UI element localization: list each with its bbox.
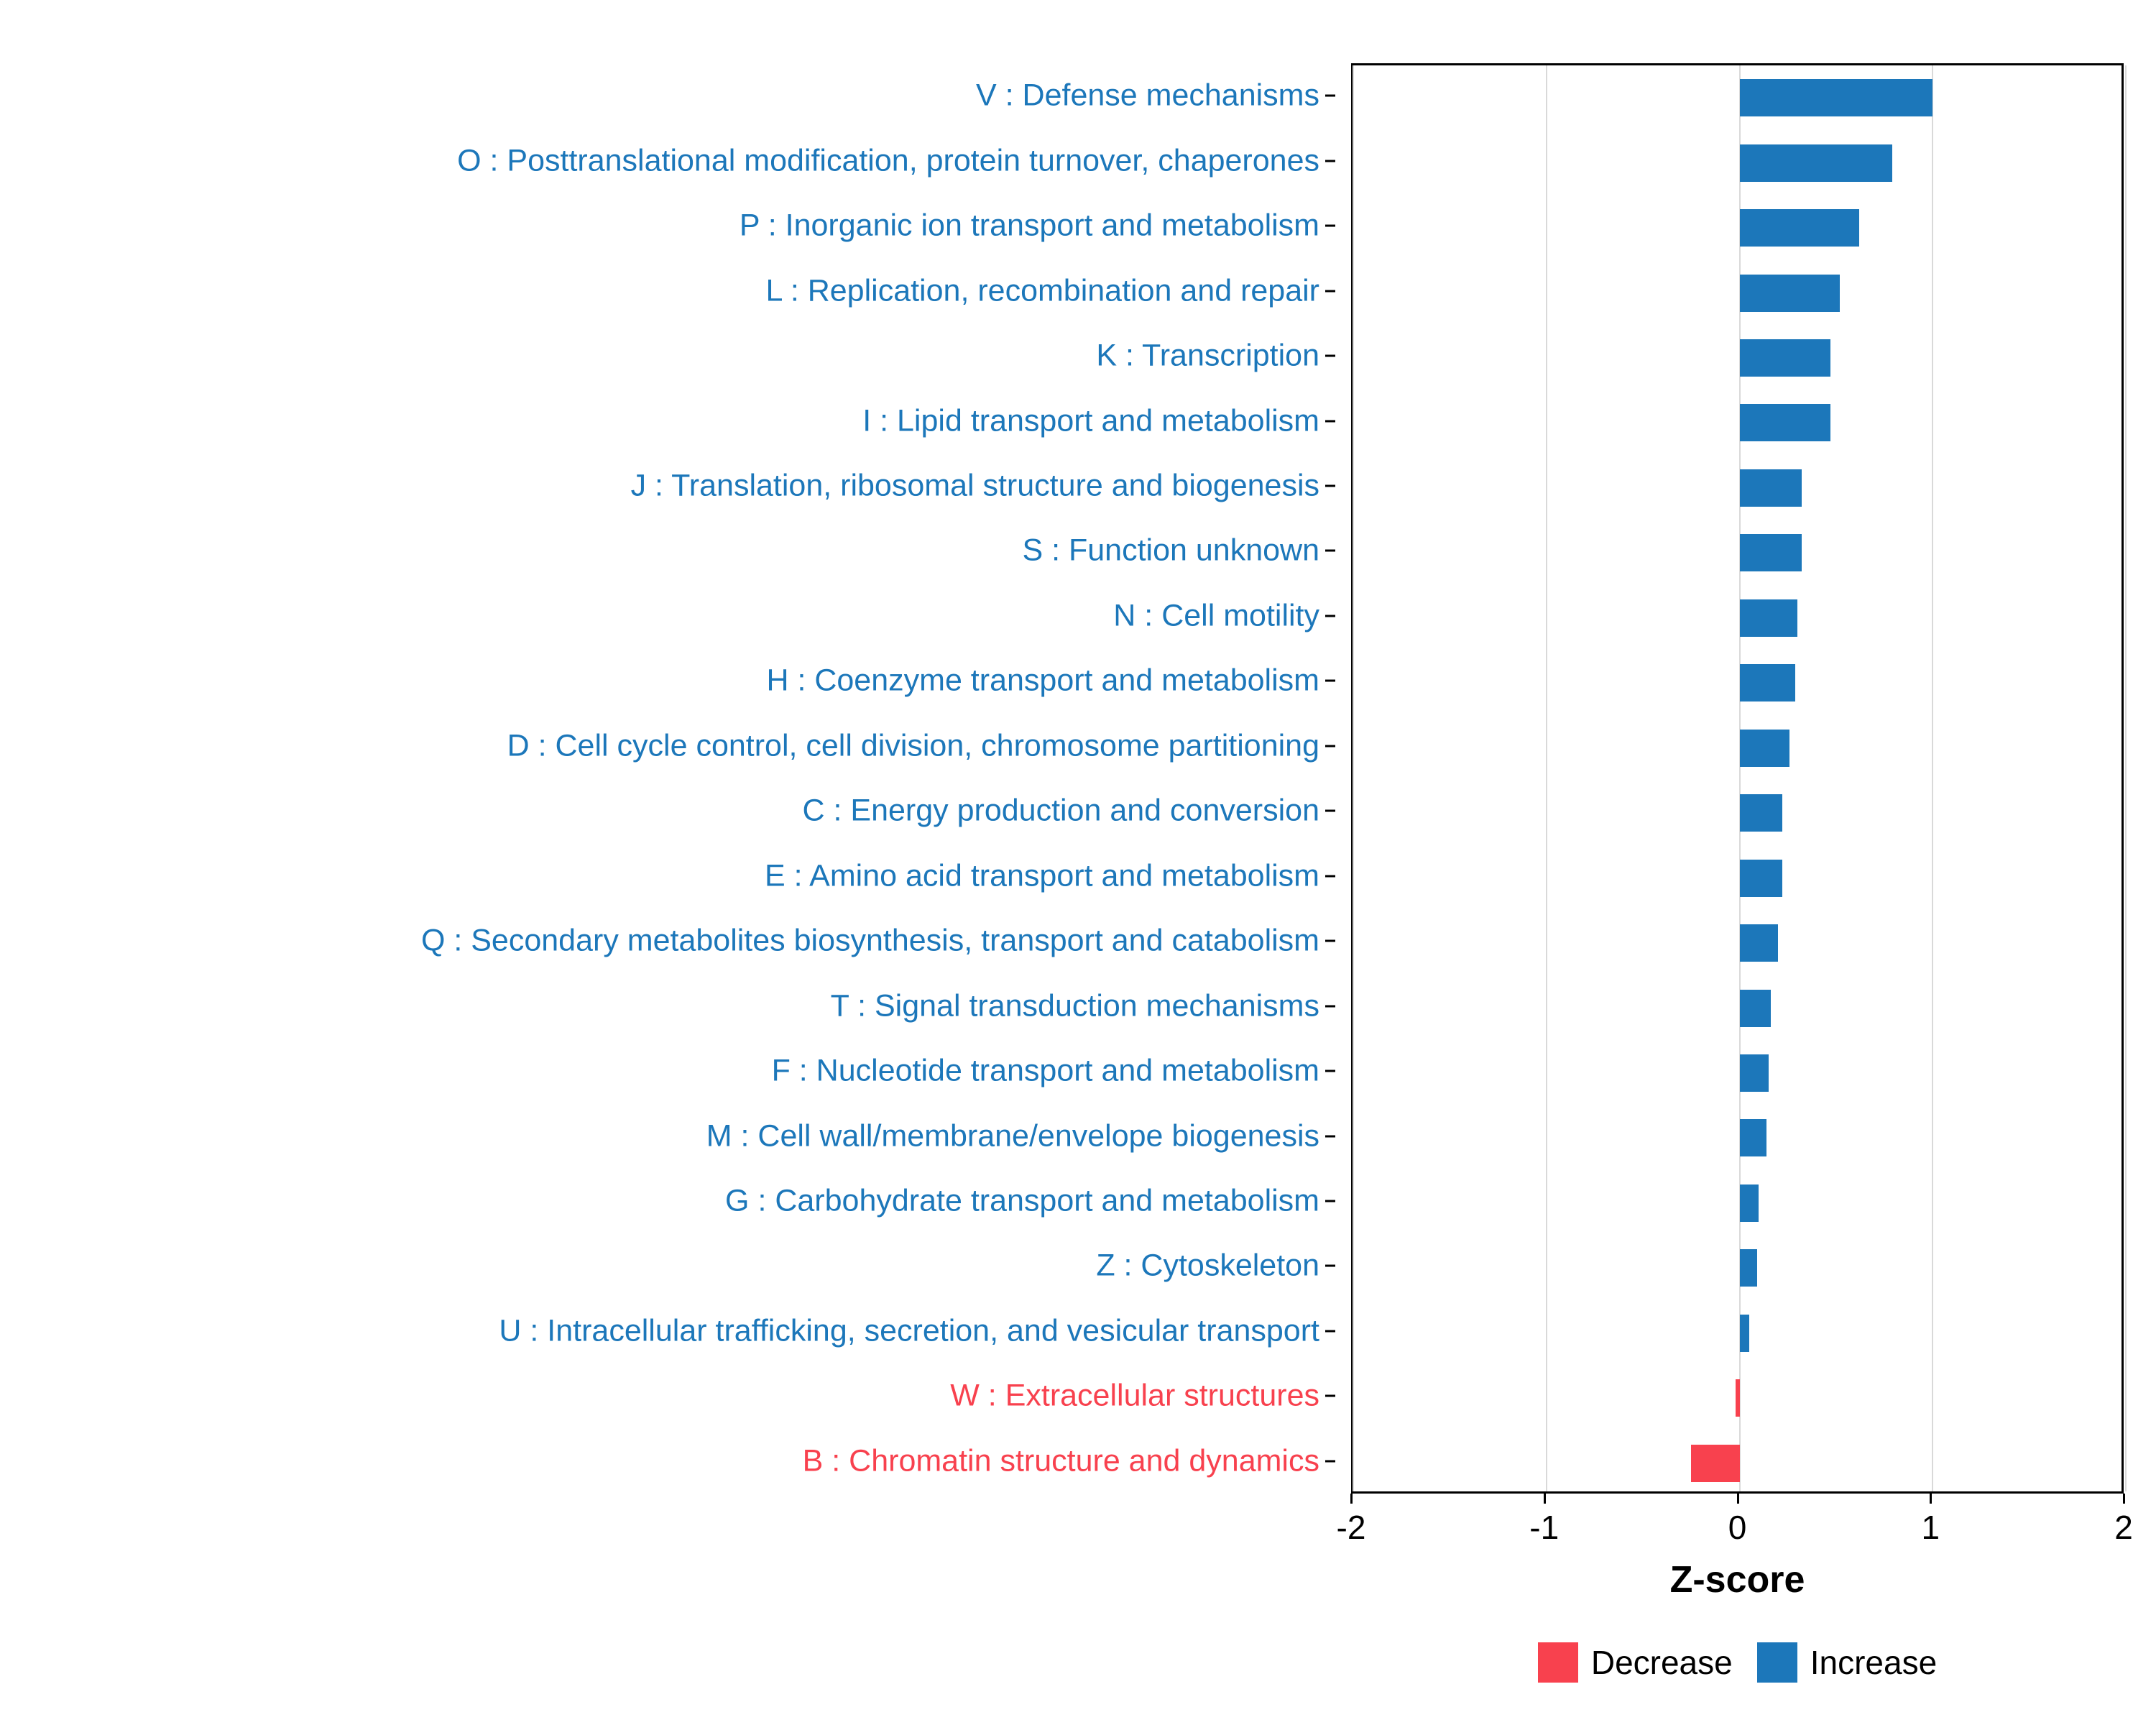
bar-row: [1353, 650, 2122, 715]
x-axis-tick-label: 2: [2114, 1509, 2133, 1546]
bar-row: [1353, 65, 2122, 130]
bar-row: [1353, 1105, 2122, 1170]
bar: [1740, 1249, 1757, 1287]
bar: [1740, 534, 1802, 571]
bar-row: [1353, 130, 2122, 195]
bar-row: [1353, 390, 2122, 455]
bar: [1740, 209, 1860, 247]
x-axis-tick-label: 1: [1921, 1509, 1940, 1546]
y-axis-tick: [1325, 745, 1335, 747]
bar: [1740, 339, 1830, 377]
bar: [1740, 1315, 1749, 1352]
y-axis-category-label: N : Cell motility: [1113, 598, 1319, 633]
y-axis-category-label: Q : Secondary metabolites biosynthesis, transport and catabolism: [420, 923, 1319, 958]
bar: [1740, 730, 1790, 767]
x-axis-tick: [1350, 1494, 1353, 1504]
bar-row: [1353, 1041, 2122, 1105]
y-axis-category-label: W : Extracellular structures: [950, 1378, 1319, 1413]
x-axis-tick: [1737, 1494, 1739, 1504]
x-axis-title: Z-score: [1669, 1559, 1805, 1601]
bar: [1736, 1379, 1739, 1417]
x-axis-tick: [2123, 1494, 2125, 1504]
y-axis-category-label: E : Amino acid transport and metabolism: [765, 858, 1319, 893]
y-axis-tick: [1325, 355, 1335, 357]
bar: [1740, 469, 1802, 507]
y-axis-tick: [1325, 810, 1335, 812]
y-axis-tick: [1325, 940, 1335, 942]
y-axis-category-label: H : Coenzyme transport and metabolism: [766, 663, 1319, 698]
y-axis-category-label: F : Nucleotide transport and metabolism: [771, 1053, 1319, 1088]
bar: [1740, 1119, 1767, 1156]
y-axis-labels: [0, 63, 1335, 1494]
bar: [1740, 275, 1841, 312]
x-axis-tick: [1930, 1494, 1932, 1504]
y-axis-category-label: V : Defense mechanisms: [976, 78, 1319, 113]
y-axis-category-label: J : Translation, ribosomal structure and biogenesis: [630, 468, 1319, 503]
bar: [1740, 79, 1933, 116]
y-axis-tick: [1325, 484, 1335, 487]
x-axis-tick: [1544, 1494, 1546, 1504]
bar: [1740, 664, 1796, 702]
bar-row: [1353, 520, 2122, 585]
bar-row: [1353, 586, 2122, 650]
bar-row: [1353, 196, 2122, 260]
x-axis-tick-label: -2: [1336, 1509, 1366, 1546]
y-axis-tick: [1325, 1005, 1335, 1007]
y-axis-category-label: U : Intracellular trafficking, secretion, and vesicular transport: [499, 1313, 1319, 1348]
legend: [1351, 1642, 2124, 1683]
y-axis-category-label: I : Lipid transport and metabolism: [862, 403, 1319, 438]
legend-item: [1538, 1642, 1733, 1683]
bar: [1740, 144, 1892, 182]
bar-row: [1353, 260, 2122, 325]
y-axis-category-label: P : Inorganic ion transport and metabolism: [739, 208, 1319, 243]
y-axis-tick: [1325, 160, 1335, 162]
y-axis-category-label: L : Replication, recombination and repair: [765, 273, 1319, 308]
y-axis-category-label: Z : Cytoskeleton: [1096, 1248, 1319, 1283]
y-axis-tick: [1325, 550, 1335, 552]
x-axis-tick-label: -1: [1529, 1509, 1560, 1546]
y-axis-tick: [1325, 1200, 1335, 1202]
y-axis-tick: [1325, 290, 1335, 292]
bar-row: [1353, 716, 2122, 781]
y-axis-category-label: G : Carbohydrate transport and metabolism: [725, 1183, 1319, 1218]
bar-row: [1353, 456, 2122, 520]
x-axis-tick-label: 0: [1728, 1509, 1747, 1546]
plot-panel: [1351, 63, 2124, 1494]
y-axis-category-label: C : Energy production and conversion: [802, 793, 1319, 828]
y-axis-category-label: K : Transcription: [1096, 338, 1319, 373]
legend-swatch: [1538, 1642, 1578, 1683]
y-axis-category-label: D : Cell cycle control, cell division, chromosome partitioning: [507, 728, 1319, 763]
y-axis-category-label: S : Function unknown: [1022, 533, 1319, 568]
bar: [1740, 599, 1798, 637]
bar-row: [1353, 911, 2122, 975]
y-axis-tick: [1325, 420, 1335, 422]
bar-row: [1353, 781, 2122, 845]
y-axis-tick: [1325, 1135, 1335, 1137]
y-axis-category-label: O : Posttranslational modification, protein turnover, chaperones: [457, 143, 1319, 178]
y-axis-tick: [1325, 1460, 1335, 1462]
bar-row: [1353, 326, 2122, 390]
y-axis-tick: [1325, 1330, 1335, 1332]
bar-row: [1353, 1171, 2122, 1236]
bar: [1740, 404, 1830, 441]
bar-row: [1353, 1431, 2122, 1496]
y-axis-category-label: B : Chromatin structure and dynamics: [802, 1443, 1319, 1478]
bar-row: [1353, 975, 2122, 1040]
y-axis-tick: [1325, 1070, 1335, 1072]
bar: [1740, 990, 1771, 1027]
bar: [1740, 860, 1782, 897]
bar: [1740, 1184, 1759, 1222]
gridline-vertical: [2125, 65, 2127, 1491]
y-axis-tick: [1325, 225, 1335, 227]
legend-label: Decrease: [1590, 1644, 1733, 1681]
bar-row: [1353, 845, 2122, 910]
y-axis-tick: [1325, 1395, 1335, 1397]
y-axis-category-label: T : Signal transduction mechanisms: [830, 988, 1319, 1024]
y-axis-category-label: M : Cell wall/membrane/envelope biogenesis: [706, 1118, 1319, 1153]
y-axis-tick: [1325, 680, 1335, 682]
y-axis-tick: [1325, 875, 1335, 877]
legend-item: [1757, 1642, 1937, 1683]
legend-swatch: [1757, 1642, 1797, 1683]
bar-row: [1353, 1301, 2122, 1366]
y-axis-tick: [1325, 1265, 1335, 1267]
y-axis-tick: [1325, 615, 1335, 617]
bar: [1740, 794, 1782, 832]
bar: [1740, 1054, 1769, 1092]
bar: [1691, 1445, 1739, 1482]
bar-row: [1353, 1236, 2122, 1300]
legend-label: Increase: [1810, 1644, 1938, 1681]
bar-row: [1353, 1366, 2122, 1430]
bar: [1740, 924, 1779, 962]
y-axis-tick: [1325, 95, 1335, 97]
